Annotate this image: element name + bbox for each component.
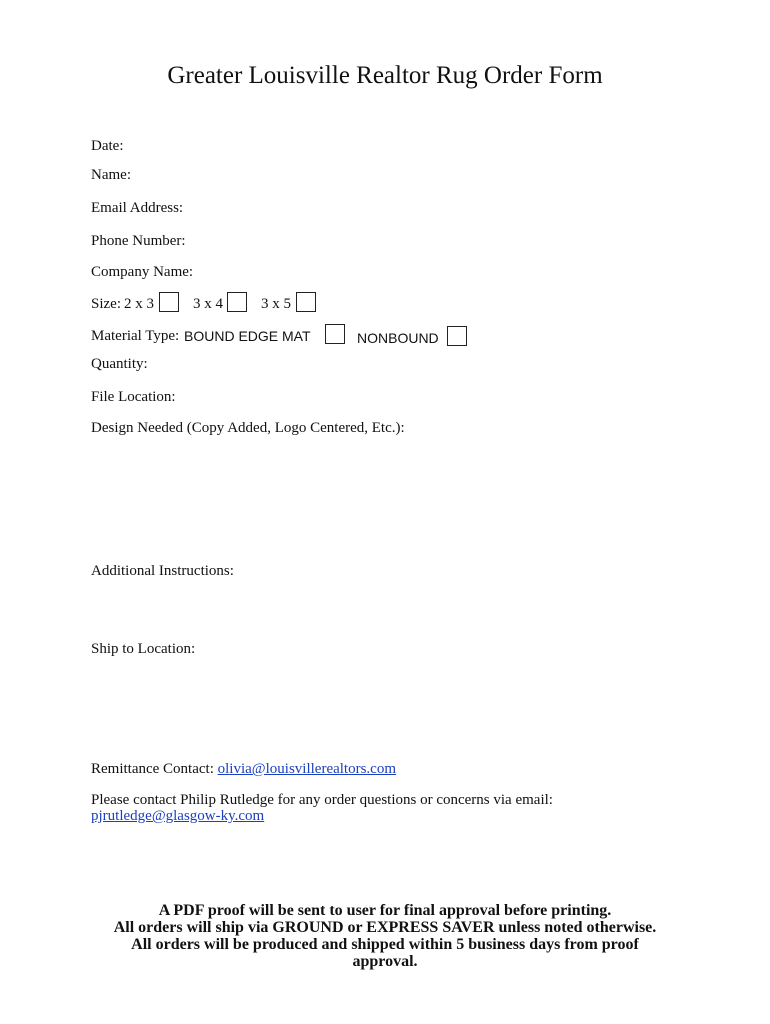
footer-line-1: A PDF proof will be sent to user for final approval before printing. xyxy=(158,902,612,919)
footer-notice xyxy=(0,902,770,970)
material-option-nonbound-label: NONBOUND xyxy=(357,330,439,346)
date-label: Date: xyxy=(91,138,124,154)
name-label: Name: xyxy=(91,167,131,183)
additional-instructions-label: Additional Instructions: xyxy=(91,563,234,579)
company-label: Company Name: xyxy=(91,264,194,280)
footer-line-2: All orders will ship via GROUND or EXPRESS SAVER unless noted otherwise. xyxy=(113,919,657,936)
size-2x3-checkbox[interactable] xyxy=(159,292,179,312)
material-bound-checkbox[interactable] xyxy=(325,324,345,344)
material-label: Material Type: xyxy=(91,328,180,344)
material-option-bound-label: BOUND EDGE MAT xyxy=(184,328,311,344)
questions-email-link[interactable]: pjrutledge@glasgow-ky.com xyxy=(91,808,265,824)
size-option-2x3-label: 2 x 3 xyxy=(124,296,154,312)
size-3x4-checkbox[interactable] xyxy=(227,292,247,312)
remittance-email-link[interactable]: olivia@louisvillerealtors.com xyxy=(217,761,396,777)
ship-to-location-label: Ship to Location: xyxy=(91,641,196,657)
footer-line-3: All orders will be produced and shipped within 5 business days from proof xyxy=(131,936,639,953)
phone-label: Phone Number: xyxy=(91,233,186,249)
size-option-3x5-label: 3 x 5 xyxy=(261,296,291,312)
material-nonbound-checkbox[interactable] xyxy=(447,326,467,346)
remittance-label: Remittance Contact: xyxy=(91,761,214,777)
email-label: Email Address: xyxy=(91,200,184,216)
questions-text: Please contact Philip Rutledge for any order questions or concerns via email: xyxy=(91,792,553,808)
size-label: Size: xyxy=(91,296,121,312)
footer-line-4: approval. xyxy=(352,953,418,970)
quantity-label: Quantity: xyxy=(91,356,148,372)
remittance-contact xyxy=(91,760,396,778)
questions-contact xyxy=(91,807,264,825)
file-location-label: File Location: xyxy=(91,389,176,405)
form-title: Greater Louisville Realtor Rug Order Form xyxy=(167,62,603,89)
size-option-3x4-label: 3 x 4 xyxy=(193,296,223,312)
size-3x5-checkbox[interactable] xyxy=(296,292,316,312)
design-needed-label: Design Needed (Copy Added, Logo Centered, Etc.): xyxy=(91,420,405,436)
